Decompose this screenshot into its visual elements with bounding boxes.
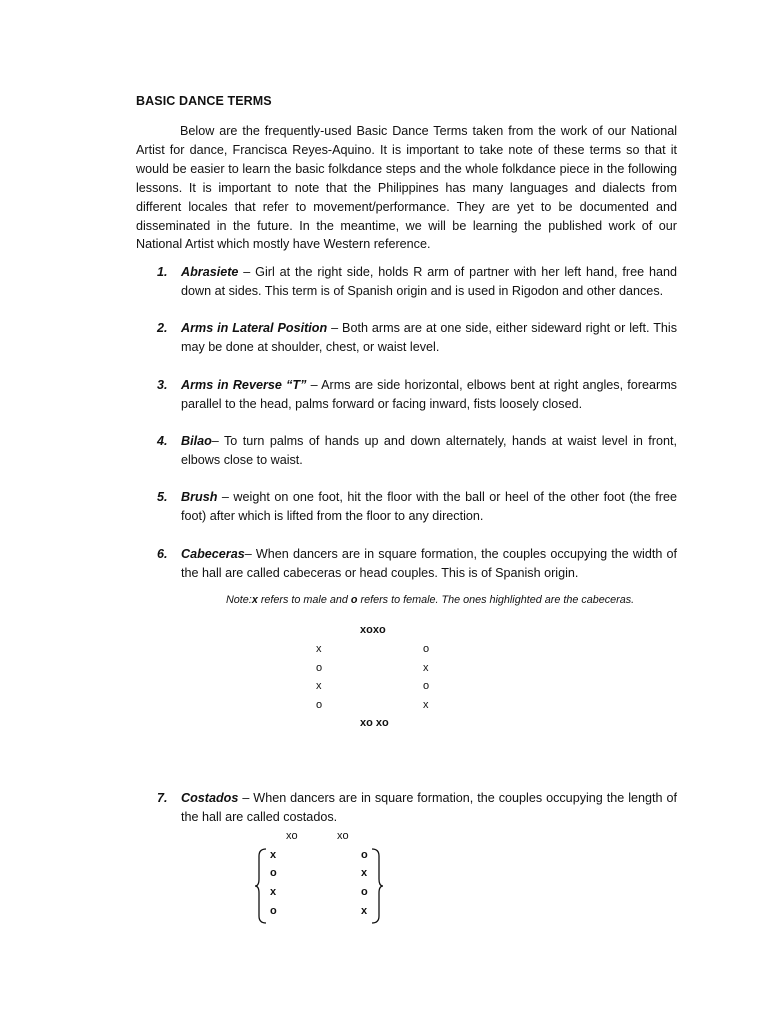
term-number: 3. <box>157 378 168 392</box>
term-number: 6. <box>157 547 168 561</box>
left-brace-icon <box>254 848 268 924</box>
costados-left: x <box>270 886 277 898</box>
cabeceras-right: x <box>423 662 429 674</box>
term-definition: – weight on one foot, hit the floor with the ball or heel of the other foot (the free foot) after which is lifted from the floor to any direction. <box>181 490 677 523</box>
costados-left: o <box>270 905 277 917</box>
cabeceras-right: x <box>423 699 429 711</box>
note-x: x <box>251 594 258 606</box>
note-mid: refers to male and <box>257 594 351 606</box>
intro-paragraph: Below are the frequently-used Basic Dance Terms taken from the work of our National Artist for dance, Francisca Reyes-Aquino. It is important to take note of these terms so that it would be easier to learn the basic folkdance steps and the whole folkdance piece in the following lessons. It is important to note that the Philippines has many languages and dialects from different locales that refer to movement/performance. They are yet to be documented and disseminated in the future. In the meantime, we will be learning the published work of our National Artist which mostly have Western reference. <box>136 124 677 252</box>
costados-right: o <box>361 886 368 898</box>
term-definition: – When dancers are in square formation, the couples occupying the width of the hall are called cabeceras or head couples. This is of Spanish origin. <box>181 547 677 580</box>
costados-right: o <box>361 849 368 861</box>
right-brace-icon <box>370 848 384 924</box>
term-item <box>157 319 677 357</box>
term-number: 1. <box>157 265 168 279</box>
term-number: 4. <box>157 434 168 448</box>
term-item <box>157 376 677 414</box>
costados-left: x <box>270 849 277 861</box>
costados-top-left: xo <box>286 830 298 842</box>
cabeceras-right: o <box>423 643 430 655</box>
term-definition: – When dancers are in square formation, the couples occupying the length of the hall are called costados. <box>181 791 677 824</box>
page-title: BASIC DANCE TERMS <box>136 94 272 108</box>
term-name: Costados <box>181 791 239 805</box>
term-definition: – To turn palms of hands up and down alternately, hands at waist level in front, elbows close to waist. <box>181 434 677 467</box>
term-name: Cabeceras <box>181 547 245 561</box>
costados-top-right: xo <box>337 830 349 842</box>
note-prefix: Note: <box>226 594 252 606</box>
term-item <box>157 488 677 526</box>
costados-left: o <box>270 867 277 879</box>
cabeceras-top: xoxo <box>360 624 386 636</box>
term-item <box>157 545 677 583</box>
cabeceras-left: o <box>316 662 323 674</box>
term-definition: – Both arms are at one side, either sideward right or left. This may be done at shoulder, chest, or waist level. <box>181 321 677 354</box>
costados-right: x <box>361 867 368 879</box>
term-name: Abrasiete <box>181 265 239 279</box>
term-number: 7. <box>157 791 168 805</box>
diagram-note <box>226 594 634 606</box>
costados-right: x <box>361 905 368 917</box>
cabeceras-bottom: xo xo <box>360 717 389 729</box>
cabeceras-left: x <box>316 643 322 655</box>
term-name: Arms in Lateral Position <box>181 321 328 335</box>
term-name: Brush <box>181 490 218 504</box>
term-name: Arms in Reverse “T” <box>181 378 307 392</box>
term-number: 2. <box>157 321 168 335</box>
term-name: Bilao <box>181 434 212 448</box>
term-item <box>157 789 677 827</box>
note-suffix: refers to female. The ones highlighted are the cabeceras. <box>357 594 635 606</box>
cabeceras-right: o <box>423 680 430 692</box>
term-definition: – Girl at the right side, holds R arm of partner with her left hand, free hand down at sides. This term is of Spanish origin and is used in Rigodon and other dances. <box>181 265 677 298</box>
term-item <box>157 263 677 301</box>
cabeceras-left: x <box>316 680 322 692</box>
note-o: o <box>350 594 358 606</box>
term-number: 5. <box>157 490 168 504</box>
term-definition: – Arms are side horizontal, elbows bent at right angles, forearms parallel to the head, palms forward or facing inward, fists loosely closed. <box>181 378 677 411</box>
term-item <box>157 432 677 470</box>
cabeceras-left: o <box>316 699 323 711</box>
